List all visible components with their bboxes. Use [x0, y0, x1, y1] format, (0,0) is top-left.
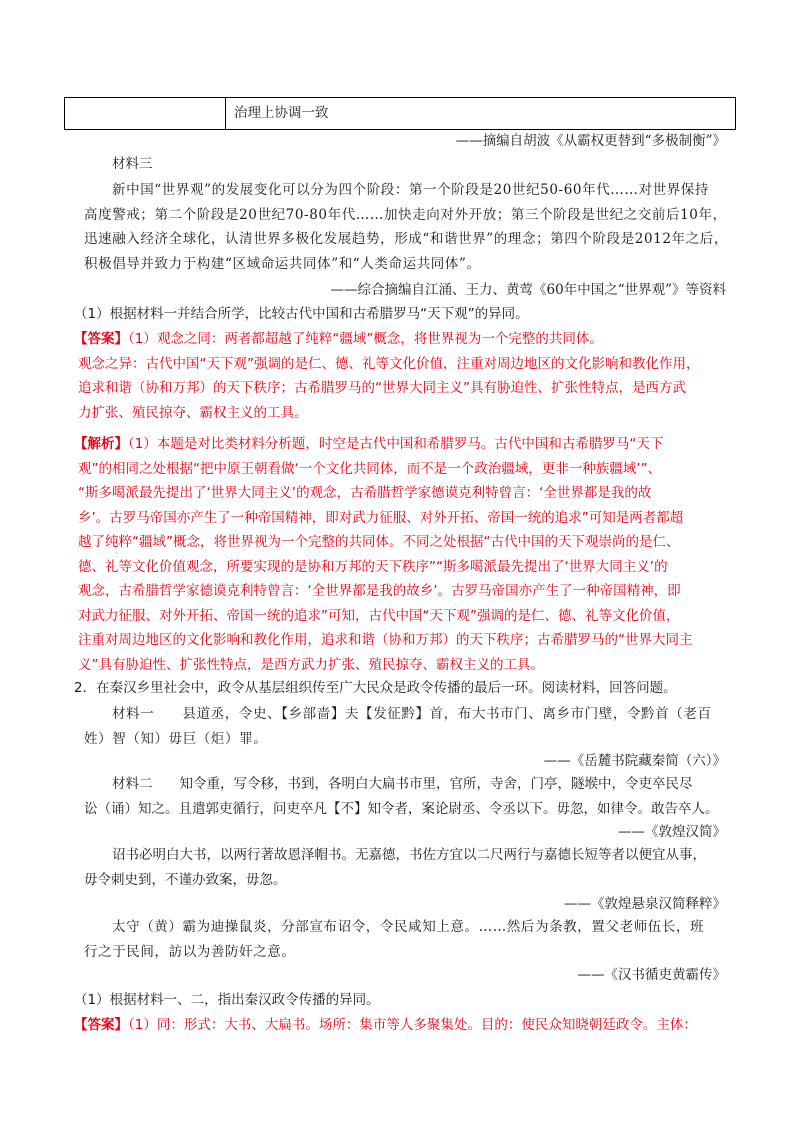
paragraph-line: 高度警戒；第二个阶段是20世纪70-80年代……加快走向对外开放；第三个阶段是世纪之交前后10年， — [84, 206, 727, 223]
answer-text: （1）观念之同：两者都超越了纯粹“疆域”概念，将世界视为一个完整的共同体。 — [128, 331, 603, 347]
source-citation: ——综合摘编自江涌、王力、黄莺《60年中国之“世界观”》等资料 — [330, 282, 726, 298]
paragraph-line: 材料二 知令重，写令移，书到，各明白大扁书市里，官所，寺舍，门亭，隧堠中，令吏卒民尽 — [112, 776, 693, 792]
answer-line — [74, 327, 700, 352]
table-cell-empty — [65, 98, 226, 129]
analysis-line: 对武力征服、对外开拓、帝国一统的追求”可知，古代中国“天下观”强调的是仁、德、礼等文化价值， — [78, 607, 680, 624]
material-paragraph — [84, 843, 706, 892]
analysis-line: 观念，古希腊哲学家德谟克利特曾言：‘全世界都是我的故乡’。古罗马帝国亦产生了一种帝国精神，即 — [78, 583, 681, 599]
table-cell: 治理上协调一致 — [234, 105, 329, 121]
source-citation: ——《岳麓书院藏秦简（六）》 — [543, 753, 726, 769]
material-paragraph — [84, 178, 728, 276]
answer-tag: 【答案】 — [74, 1017, 128, 1033]
analysis-line: 观”的相同之处根据“把中原王朝看做‘一个文化共同体，而不是一个政治疆域，更非一种族疆域’”、 — [78, 460, 662, 477]
analysis-block — [74, 432, 693, 677]
analysis-line: 德、礼等文化价值观念，所要实现的是协和万邦的天下秩序”“斯多噶派最先提出了‘世界大同主义’的 — [78, 558, 668, 575]
paragraph-line: 材料一 县道丞，令史、【乡部啬】夫【发征黔】首，布大书市门、离乡市门壁，令黔首（老百 — [112, 706, 712, 722]
question-intro: 2．在秦汉乡里社会中，政令从基层组织传至广大民众是政令传播的最后一环。阅读材料，回答问题。 — [74, 680, 677, 696]
material-heading: 材料三 — [112, 156, 153, 172]
paragraph-line: 太守（黄）霸为迪操鼠炎，分部宣布诏令，令民咸知上意。……然后为条教，置父老师伍长，班 — [112, 919, 705, 935]
answer-line: 力扩张、殖民掠夺、霸权主义的工具。 — [78, 404, 308, 421]
material-two — [84, 772, 719, 821]
paragraph-line: 迅速融入经济全球化，认清世界多极化发展趋势，形成“和谐世界”的理念；第四个阶段是2012年之后， — [84, 231, 728, 247]
source-citation: ——《敦煌汉简》 — [618, 824, 726, 840]
table-row — [64, 97, 736, 130]
question-text: （1）根据材料一并结合所学，比较古代中国和古希腊罗马“天下观”的异同。 — [74, 306, 529, 322]
paragraph-line: 诏书必明白大书，以两行著故恩泽帽书。无嘉德，书佐方宜以二尺两行与嘉德长短等者以便宜从事， — [112, 847, 706, 863]
answer-line: 追求和谐（协和万邦）的天下秩序；古希腊罗马的“世界大同主义”具有胁迫性、扩张性特点，是西方武 — [78, 380, 686, 396]
analysis-text: （1）本题是对比类材料分析题，时空是古代中国和希腊罗马。古代中国和古希腊罗马“天下 — [128, 436, 664, 452]
material-one — [84, 702, 712, 751]
paragraph-line: 讼（诵）知之。且遣郭吏循行，问吏卒凡【不】知令者，案论尉丞、令丞以下。毋忽，如律令。敢告卒人。 — [84, 800, 719, 817]
analysis-line: 注重对周边地区的文化影响和教化作用，追求和谐（协和万邦）的天下秩序；古希腊罗马的“世界大同主 — [78, 632, 693, 648]
material-paragraph — [84, 915, 704, 964]
answer-block — [74, 327, 700, 425]
paragraph-line: 姓）智（知）毋巨（炬）罪。 — [84, 730, 268, 747]
answer-line — [74, 1013, 697, 1038]
analysis-line: “斯多噶派最先提出了‘世界大同主义’的观念，古希腊哲学家德谟克利特曾言：‘全世界都是我的故 — [78, 485, 652, 501]
analysis-line: 义”具有胁迫性、扩张性特点，是西方武力扩张、殖民掠夺、霸权主义的工具。 — [78, 656, 544, 673]
answer-line: 观念之异：古代中国“天下观”强调的是仁、德、礼等文化价值，注重对周边地区的文化影响和教化作用， — [78, 355, 700, 372]
analysis-line — [74, 432, 693, 457]
paragraph-line: 积极倡导并致力于构建“区域命运共同体”和“人类命运共同体”。 — [84, 255, 481, 272]
paragraph-line: 新中国“世界观”的发展变化可以分为四个阶段：第一个阶段是20世纪50-60年代……对世界保持 — [112, 182, 709, 198]
paragraph-line: 毋令刺史到，不谨办致案，毋忽。 — [84, 871, 287, 888]
answer-text: （1）同：形式：大书、大扁书。场所：集市等人多聚集处。目的：使民众知晓朝廷政令。主体： — [128, 1017, 697, 1033]
analysis-line: 越了纯粹“疆域”概念，将世界视为一个完整的共同体。不同之处根据“古代中国的天下观崇尚的是仁、 — [78, 534, 680, 550]
analysis-line: 乡’。古罗马帝国亦产生了一种帝国精神，即对武力征服、对外开拓、帝国一统的追求”可知是两者都超 — [78, 509, 684, 526]
question-text: （1）根据材料一、二，指出秦汉政令传播的异同。 — [74, 992, 380, 1008]
paragraph-line: 行之于民间，訪以为善防奸之意。 — [84, 943, 296, 960]
source-citation: ——《汉书循吏黄霸传》 — [577, 967, 726, 983]
source-citation: ——摘编自胡波《从霸权更替到“多极制衡”》 — [455, 133, 726, 149]
analysis-tag: 【解析】 — [74, 436, 128, 452]
answer-tag: 【答案】 — [74, 331, 128, 347]
source-citation: ——《敦煌悬泉汉简释粹》 — [564, 896, 726, 912]
